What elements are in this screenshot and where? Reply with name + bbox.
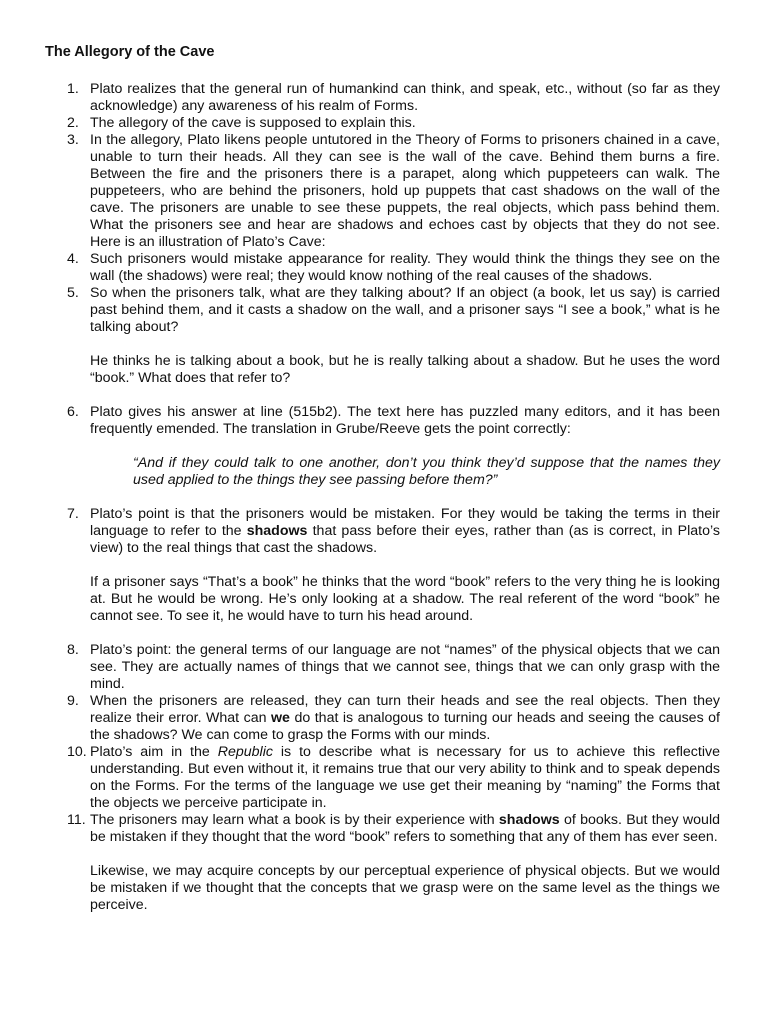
quote-close-mark: ?” [484,472,498,488]
item-text-continued: Likewise, we may acquire concepts by our perceptual experience of physical objects. But we would be mistaken if we thought that the concepts that we grasp were on the same level as the things we perceive. [90,863,720,913]
item-number: 10. [67,744,87,760]
item-number: 5. [67,285,79,301]
item-text-continued: He thinks he is talking about a book, but he is really talking about a shadow. But he uses the word “book.” What does that refer to? [90,353,720,386]
item-text: Plato’s point: the general terms of our language are not “names” of the physical objects that we can see. They are actually names of things that we cannot see, things that we can only grasp with the mind. [90,642,720,692]
item-text [90,693,720,744]
numbered-list [45,81,720,914]
item-text-part: When the prisoners are released, they can turn their heads and see the real objects. Then they realize their error. What can [90,693,720,726]
bold-term: shadows [246,523,308,539]
item-text: So when the prisoners talk, what are they talking about? If an object (a book, let us say) is carried past behind them, and it casts a shadow on the wall, and a prisoner says “I see a book,” what is he talking about? [90,285,720,335]
item-text-part: that pass before their eyes, rather than (as is correct, in Plato’s view) to the real things that cast the shadows. [90,523,720,556]
item-number: 7. [67,506,79,522]
item-number: 2. [67,115,79,131]
bold-term: we [271,710,290,726]
item-text [90,744,720,812]
item-text-part: The prisoners may learn what a book is by their experience with [90,812,499,828]
list-item [45,251,720,285]
list-item [45,404,720,489]
item-text-part: do that is analogous to turning our heads and seeing the causes of the shadows? We can come to grasp the Forms with our minds. [90,710,721,743]
item-text: The allegory of the cave is supposed to explain this. [90,115,416,131]
block-quote [133,455,720,489]
item-text-part: Plato’s aim in the [90,744,218,760]
list-item [45,693,720,744]
item-text-part: is to describe what is necessary for us to achieve this reflective understanding. But even without it, it remains true that our very ability to think and to speak depends on the Forms. For the terms of the language we use get their meaning by “naming” the Forms that the objects we perceive participate in. [90,744,720,811]
item-text: Such prisoners would mistake appearance for reality. They would think the things they see on the wall (the shadows) were real; they would know nothing of the real causes of the shadows. [90,251,720,284]
bold-term: shadows [498,812,560,828]
list-item [45,642,720,693]
item-text-continued: If a prisoner says “That’s a book” he thinks that the word “book” refers to the very thing he is looking at. But he would be wrong. He’s only looking at a shadow. The real referent of the word “book” he cannot see. To see it, he would have to turn his head around. [90,574,720,624]
list-item [45,812,720,914]
item-number: 11. [67,812,86,828]
document-title: The Allegory of the Cave [45,44,215,60]
list-item [45,506,720,625]
list-item [45,744,720,812]
item-number: 8. [67,642,79,658]
item-number: 3. [67,132,79,148]
list-item [45,81,720,115]
italic-title: Republic [217,744,273,760]
list-item [45,285,720,387]
item-text-part: of books. But they would be mistaken if they thought that the word “book” refers to something that any of them has ever seen. [90,812,720,845]
quote-text: And if they could talk to one another, don’t you think they’d suppose that the names they used applied to the things they see passing before them [133,455,720,488]
item-text-part: Plato’s point is that the prisoners would be mistaken. For they would be taking the terms in their language to refer to the [90,506,720,539]
item-text [90,506,720,557]
item-number: 9. [67,693,79,709]
item-number: 6. [67,404,79,420]
list-item [45,115,720,132]
quote-open-mark: “ [133,455,138,471]
list-item [45,132,720,251]
item-number: 1. [67,81,79,97]
item-text: Plato gives his answer at line (515b2). The text here has puzzled many editors, and it has been frequently emended. The translation in Grube/Reeve gets the point correctly: [90,404,720,437]
item-text: Plato realizes that the general run of humankind can think, and speak, etc., without (so far as they acknowledge) any awareness of his realm of Forms. [90,81,720,114]
item-text: In the allegory, Plato likens people untutored in the Theory of Forms to prisoners chained in a cave, unable to turn their heads. All they can see is the wall of the cave. Behind them burns a fire. Between the fire and the prisoners there is a parapet, along which puppeteers can walk. The puppeteers, who are behind the prisoners, hold up puppets that cast shadows on the wall of the cave. The prisoners are unable to see these puppets, the real objects, which pass behind them. What the prisoners see and hear are shadows and echoes cast by objects that they do not see. Here is an illustration of Plato’s Cave: [90,132,720,250]
item-text [90,812,720,846]
item-number: 4. [67,251,79,267]
